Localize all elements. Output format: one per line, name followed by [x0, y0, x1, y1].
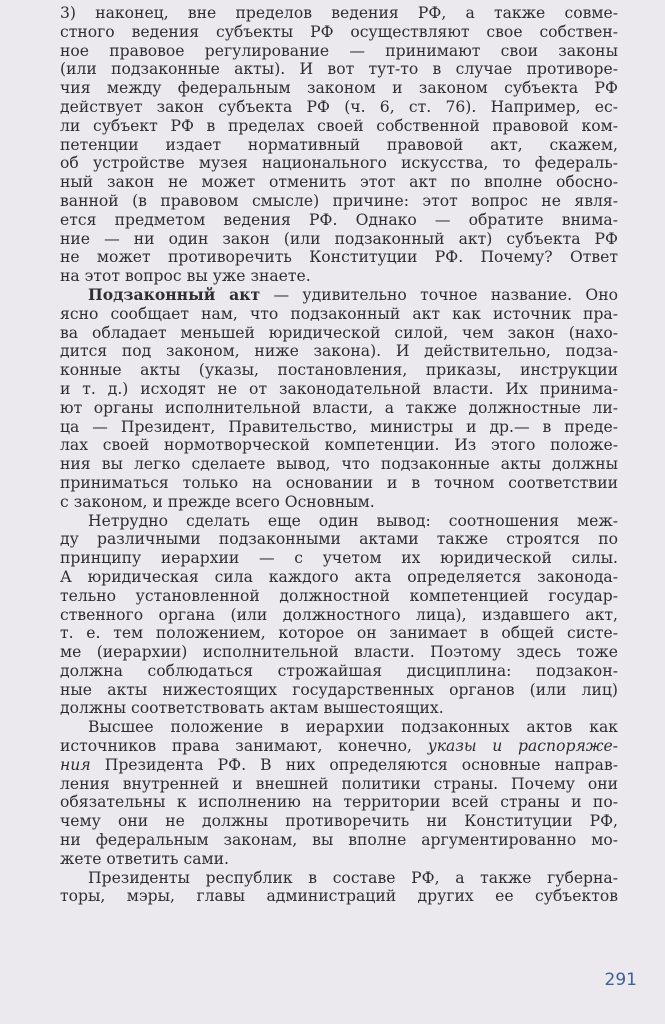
text-line: А юридическая сила каждого акта определяется законода-: [60, 567, 618, 586]
text-line: ют органы исполнительной власти, а также должностные ли-: [60, 398, 618, 417]
page-number: 291: [604, 970, 637, 990]
text-line: т. е. тем положением, которое он занимает в общей систе-: [60, 624, 618, 643]
text-line: конные акты (указы, постановления, приказы, инструкции: [60, 361, 618, 380]
text-line: с законом, и прежде всего Основным.: [60, 492, 375, 511]
text-line: и т. д.) исходят не от законодательной власти. Их принима-: [60, 379, 618, 398]
text-line: дится под законом, ниже закона). И действительно, подза-: [60, 342, 618, 361]
text-line: должны соответствовать актам вышестоящих.: [60, 699, 444, 718]
text-line: ва обладает меньшей юридической силой, чем закон (нахо-: [60, 323, 618, 342]
paragraph-1: [60, 4, 618, 286]
text-line: ния вы легко сделаете вывод, что подзаконные акты должны: [60, 455, 618, 474]
text-line: ные акты нижестоящих государственных органов (или лиц): [60, 680, 618, 699]
text-line: торы, мэры, главы администраций других ее субъектов: [60, 887, 618, 906]
text-line: жете ответить сами.: [60, 849, 230, 868]
paragraph-4: [60, 718, 618, 868]
text-fragment: — удивительно точное название. Оно: [260, 285, 618, 304]
text-line: Нетрудно сделать еще один вывод: соотношения меж-: [88, 511, 618, 530]
term-subordinate-act: Подзаконный акт: [88, 284, 261, 304]
emphasis-orders: ния: [60, 755, 91, 774]
text-line: Высшее положение в иерархии подзаконных актов как: [88, 718, 618, 737]
text-line: чия между федеральным законом и законом субъекта РФ: [60, 79, 618, 98]
paragraph-5: [60, 869, 618, 907]
text-line: чему они не должны противоречить ни Конституции РФ,: [60, 812, 618, 831]
text-line: [60, 737, 618, 756]
text-line: 3) наконец, вне пределов ведения РФ, а также совме-: [60, 4, 618, 22]
text-line: ме (иерархии) исполнительной власти. Поэтому здесь тоже: [60, 643, 618, 662]
emphasis-decrees: указы и распоряже-: [427, 737, 618, 756]
text-line: ясно сообщает нам, что подзаконный акт как источник пра-: [60, 304, 618, 323]
text-line: ванной (в правовом смысле) причине: этот вопрос не явля-: [60, 191, 618, 210]
text-line: ца — Президент, Правительство, министры и др.— в преде-: [60, 417, 618, 436]
text-line: принципу иерархии — с учетом их юридической силы.: [60, 549, 618, 568]
text-line: ственного органа (или должностного лица), издавшего акт,: [60, 605, 618, 624]
paragraph-3: [60, 512, 618, 719]
text-line: ления внутренней и внешней политики страны. Почему они: [60, 774, 618, 793]
text-line: ное правовое регулирование — принимают свои законы: [60, 41, 618, 60]
text-line: ду различными подзаконными актами также строятся по: [60, 530, 618, 549]
text-line: тельно установленной должностной компетенцией государ-: [60, 586, 618, 605]
text-line: действует закон субъекта РФ (ч. 6, ст. 76). Например, ес-: [60, 97, 618, 116]
text-fragment: Президента РФ. В них определяются основные направ-: [90, 755, 618, 774]
text-line: [60, 756, 618, 775]
text-line: об устройстве музея национального искусства, то федераль-: [60, 154, 618, 173]
text-line: ный закон не может отменить этот акт по вполне обосно-: [60, 173, 618, 192]
text-line: приниматься только на основании и в точном соответствии: [60, 473, 618, 492]
text-fragment: источников права занимают, конечно,: [60, 737, 428, 756]
text-line: ни федеральным законам, вы вполне аргументированно мо-: [60, 831, 618, 850]
text-line: обязательны к исполнению на территории всей страны и по-: [60, 793, 618, 812]
text-line: должна соблюдаться строжайшая дисциплина: подзакон-: [60, 661, 618, 680]
text-line: ли субъект РФ в пределах своей собственной правовой ком-: [60, 116, 618, 135]
text-line: [60, 286, 618, 305]
text-line: Президенты республик в составе РФ, а также губерна-: [88, 868, 618, 887]
body-text: [60, 4, 618, 906]
text-line: не может противоречить Конституции РФ. Почему? Ответ: [60, 248, 618, 267]
text-line: петенции издает нормативный правовой акт, скажем,: [60, 135, 618, 154]
text-line: стного ведения субъекты РФ осуществляют свое собствен-: [60, 22, 618, 41]
text-line: лах своей нормотворческой компетенции. Из этого положе-: [60, 436, 618, 455]
text-line: (или подзаконные акты). И вот тут-то в случае противоре-: [60, 60, 618, 79]
text-line: на этот вопрос вы уже знаете.: [60, 267, 311, 286]
text-line: ется предметом ведения РФ. Однако — обратите внима-: [60, 210, 618, 229]
text-line: ние — ни один закон (или подзаконный акт) субъекта РФ: [60, 229, 618, 248]
paragraph-2: [60, 286, 618, 512]
